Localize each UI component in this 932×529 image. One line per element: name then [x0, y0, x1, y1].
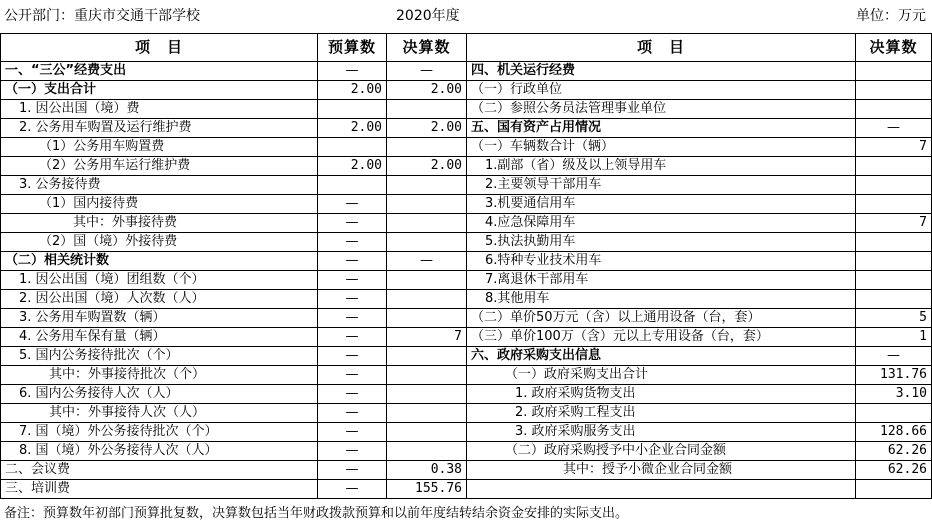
right-final-cell: [856, 271, 932, 290]
table-row: [1, 100, 932, 119]
final-cell: [387, 176, 467, 195]
final-cell: [387, 366, 467, 385]
right-final-cell: [856, 480, 932, 499]
final-cell: [387, 100, 467, 119]
left-item-cell: 1. 因公出国（境）费: [1, 100, 318, 119]
final-cell: 2.00: [387, 81, 467, 100]
right-item-cell: 五、国有资产占用情况: [467, 119, 856, 138]
budget-cell: —: [318, 366, 387, 385]
right-final-cell: —: [856, 347, 932, 366]
budget-cell: 2.00: [318, 119, 387, 138]
column-header-item: 项 目: [1, 34, 318, 62]
right-item-cell: 2.主要领导干部用车: [467, 176, 856, 195]
right-final-cell: 128.66: [856, 423, 932, 442]
left-item-cell: （2）国（境）外接待费: [1, 233, 318, 252]
final-cell: 155.76: [387, 480, 467, 499]
right-item-cell: （二）政府采购授予中小企业合同金额: [467, 442, 856, 461]
left-item-cell: 3. 公务用车购置数（辆）: [1, 309, 318, 328]
table-row: [1, 176, 932, 195]
final-cell: 7: [387, 328, 467, 347]
right-final-cell: [856, 157, 932, 176]
right-final-cell: —: [856, 119, 932, 138]
final-cell: 2.00: [387, 119, 467, 138]
table-row: [1, 404, 932, 423]
left-item-cell: （2）公务用车运行维护费: [1, 157, 318, 176]
right-item-cell: 8.其他用车: [467, 290, 856, 309]
expenditure-table: [0, 33, 932, 499]
budget-cell: —: [318, 404, 387, 423]
final-cell: [387, 290, 467, 309]
final-cell: [387, 347, 467, 366]
unit-label: 单位：万元: [856, 8, 926, 24]
column-header-final: 决算数: [387, 34, 467, 62]
right-final-cell: [856, 252, 932, 271]
budget-cell: —: [318, 480, 387, 499]
left-item-cell: 其中：外事接待费: [1, 214, 318, 233]
right-final-cell: 7: [856, 138, 932, 157]
left-item-cell: 一、“三公”经费支出: [1, 62, 318, 81]
budget-cell: —: [318, 214, 387, 233]
table-row: [1, 423, 932, 442]
budget-cell: [318, 138, 387, 157]
final-cell: [387, 138, 467, 157]
right-final-cell: 5: [856, 309, 932, 328]
right-final-cell: [856, 176, 932, 195]
left-item-cell: 2. 因公出国（境）人次数（人）: [1, 290, 318, 309]
right-final-cell: [856, 81, 932, 100]
final-cell: 0.38: [387, 461, 467, 480]
table-row: [1, 195, 932, 214]
budget-cell: —: [318, 328, 387, 347]
left-item-cell: （一）支出合计: [1, 81, 318, 100]
right-item-cell: 5.执法执勤用车: [467, 233, 856, 252]
left-item-cell: （二）相关统计数: [1, 252, 318, 271]
table-row: [1, 62, 932, 81]
final-cell: —: [387, 62, 467, 81]
left-item-cell: 7. 国（境）外公务接待批次（个）: [1, 423, 318, 442]
right-final-cell: [856, 195, 932, 214]
table-row: [1, 81, 932, 100]
right-final-cell: [856, 100, 932, 119]
budget-cell: [318, 176, 387, 195]
budget-cell: —: [318, 442, 387, 461]
right-item-cell: 四、机关运行经费: [467, 62, 856, 81]
column-header-budget: 预算数: [318, 34, 387, 62]
final-cell: [387, 423, 467, 442]
table-row: [1, 461, 932, 480]
right-item-cell: 1. 政府采购货物支出: [467, 385, 856, 404]
left-item-cell: 8. 国（境）外公务接待人次（人）: [1, 442, 318, 461]
right-item-cell: （一）政府采购支出合计: [467, 366, 856, 385]
right-final-cell: 1: [856, 328, 932, 347]
final-cell: [387, 309, 467, 328]
budget-cell: —: [318, 271, 387, 290]
right-item-cell: （一）车辆数合计（辆）: [467, 138, 856, 157]
table-row: [1, 157, 932, 176]
budget-cell: —: [318, 252, 387, 271]
right-item-cell: 1.副部（省）级及以上领导用车: [467, 157, 856, 176]
right-final-cell: 3.10: [856, 385, 932, 404]
budget-cell: —: [318, 461, 387, 480]
right-item-cell: [467, 480, 856, 499]
final-cell: [387, 233, 467, 252]
right-item-cell: （二）参照公务员法管理事业单位: [467, 100, 856, 119]
column-header-final-right: 决算数: [856, 34, 932, 62]
right-item-cell: 4.应急保障用车: [467, 214, 856, 233]
left-item-cell: 4. 公务用车保有量（辆）: [1, 328, 318, 347]
right-final-cell: [856, 62, 932, 81]
right-item-cell: 2. 政府采购工程支出: [467, 404, 856, 423]
right-item-cell: 6.特种专业技术用车: [467, 252, 856, 271]
department-label: 公开部门：重庆市交通干部学校: [4, 8, 200, 24]
table-row: [1, 290, 932, 309]
right-final-cell: 7: [856, 214, 932, 233]
table-row: [1, 366, 932, 385]
final-cell: [387, 404, 467, 423]
budget-cell: —: [318, 62, 387, 81]
right-item-cell: （二）单价50万元（含）以上通用设备（台，套）: [467, 309, 856, 328]
budget-cell: [318, 100, 387, 119]
left-item-cell: 二、会议费: [1, 461, 318, 480]
final-cell: [387, 385, 467, 404]
budget-cell: 2.00: [318, 157, 387, 176]
budget-cell: —: [318, 290, 387, 309]
final-cell: [387, 442, 467, 461]
budget-cell: —: [318, 309, 387, 328]
right-item-cell: 3.机要通信用车: [467, 195, 856, 214]
left-item-cell: 6. 国内公务接待人次（人）: [1, 385, 318, 404]
final-cell: 2.00: [387, 157, 467, 176]
right-item-cell: 3. 政府采购服务支出: [467, 423, 856, 442]
left-item-cell: 5. 国内公务接待批次（个）: [1, 347, 318, 366]
right-final-cell: 131.76: [856, 366, 932, 385]
table-row: [1, 385, 932, 404]
table-header-row: [1, 34, 932, 62]
right-final-cell: 62.26: [856, 461, 932, 480]
final-cell: —: [387, 252, 467, 271]
right-final-cell: 62.26: [856, 442, 932, 461]
final-cell: [387, 195, 467, 214]
table-row: [1, 328, 932, 347]
table-row: [1, 347, 932, 366]
right-item-cell: （一）行政单位: [467, 81, 856, 100]
budget-cell: —: [318, 423, 387, 442]
table-row: [1, 442, 932, 461]
right-item-cell: （三）单价100万（含）元以上专用设备（台，套）: [467, 328, 856, 347]
left-item-cell: 其中：外事接待人次（人）: [1, 404, 318, 423]
table-row: [1, 309, 932, 328]
left-item-cell: 三、培训费: [1, 480, 318, 499]
final-cell: [387, 271, 467, 290]
column-header-item-right: 项 目: [467, 34, 856, 62]
table-row: [1, 214, 932, 233]
table-row: [1, 138, 932, 157]
left-item-cell: 其中：外事接待批次（个）: [1, 366, 318, 385]
left-item-cell: （1）公务用车购置费: [1, 138, 318, 157]
right-item-cell: 7.离退休干部用车: [467, 271, 856, 290]
right-final-cell: [856, 404, 932, 423]
budget-cell: —: [318, 347, 387, 366]
left-item-cell: 2. 公务用车购置及运行维护费: [1, 119, 318, 138]
left-item-cell: 3. 公务接待费: [1, 176, 318, 195]
budget-cell: —: [318, 195, 387, 214]
table-row: [1, 233, 932, 252]
table-row: [1, 252, 932, 271]
year-label: 2020年度: [396, 8, 460, 24]
budget-cell: —: [318, 385, 387, 404]
table-row: [1, 480, 932, 499]
right-item-cell: 六、政府采购支出信息: [467, 347, 856, 366]
left-item-cell: （1）国内接待费: [1, 195, 318, 214]
table-row: [1, 119, 932, 138]
left-item-cell: 1. 因公出国（境）团组数（个）: [1, 271, 318, 290]
footnote: 备注：预算数年初部门预算批复数，决算数包括当年财政拨款预算和以前年度结转结余资金安排的实际支出。: [4, 506, 629, 521]
right-item-cell: 其中：授予小微企业合同金额: [467, 461, 856, 480]
right-final-cell: [856, 290, 932, 309]
budget-cell: —: [318, 233, 387, 252]
right-final-cell: [856, 233, 932, 252]
budget-cell: 2.00: [318, 81, 387, 100]
table-row: [1, 271, 932, 290]
final-cell: [387, 214, 467, 233]
